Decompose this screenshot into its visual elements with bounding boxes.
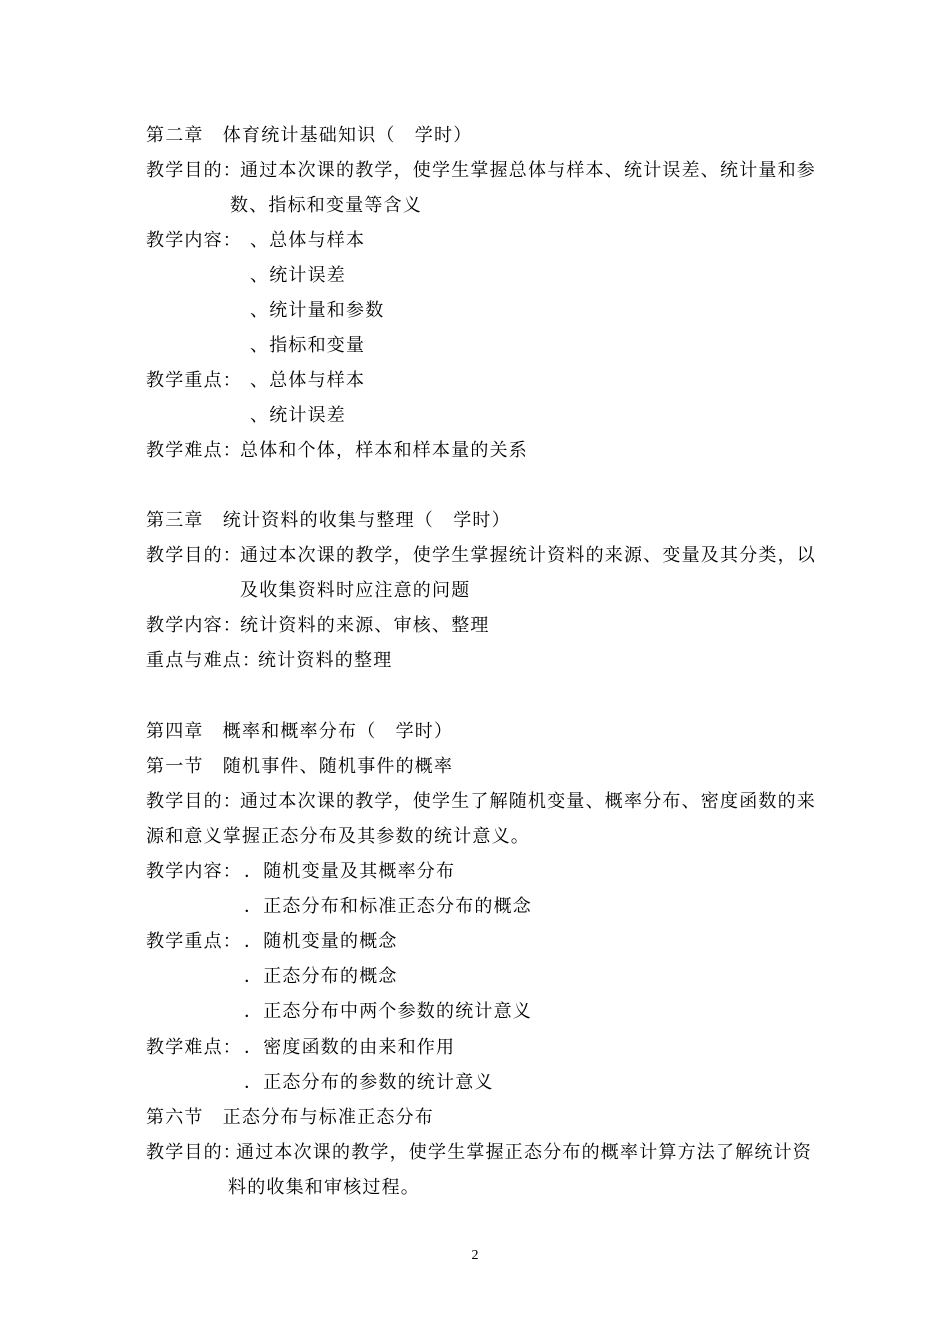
s6-aim-label: 教学目的： — [146, 1142, 242, 1163]
ch3-aim-text-2: 及收集资料时应注意的问题 — [240, 580, 471, 601]
ch4-aim-text-1: 通过本次课的教学，使学生了解随机变量、概率分布、密度函数的来 — [240, 791, 816, 812]
ch2-content-item: 、统计误差 — [250, 265, 346, 286]
ch2-content-item: 、指标和变量 — [250, 335, 366, 356]
ch3-aim-label: 教学目的： — [146, 545, 242, 566]
ch2-key-item: 、总体与样本 — [250, 370, 366, 391]
s6-aim-text-1: 通过本次课的教学，使学生掌握正态分布的概率计算方法了解统计资 — [236, 1142, 812, 1163]
ch4-content-label: 教学内容： — [146, 861, 242, 882]
ch2-content-item: 、统计量和参数 — [250, 300, 385, 321]
ch3-content-text: 统计资料的来源、审核、整理 — [240, 615, 490, 636]
ch4-content-item: ．随机变量及其概率分布 — [244, 861, 456, 882]
ch3-aim-text-1: 通过本次课的教学，使学生掌握统计资料的来源、变量及其分类，以 — [240, 545, 816, 566]
ch4-difficulty-item: ．密度函数的由来和作用 — [244, 1037, 456, 1058]
ch3-key-difficulty-text: 统计资料的整理 — [258, 650, 393, 671]
ch2-content-item: 、总体与样本 — [250, 230, 366, 251]
ch2-key-item: 、统计误差 — [250, 405, 346, 426]
chapter-3-title: 第三章 统计资料的收集与整理（ 学时） — [146, 510, 511, 531]
ch3-key-difficulty-label: 重点与难点： — [146, 650, 262, 671]
ch4-key-label: 教学重点： — [146, 931, 242, 952]
chapter-4-title: 第四章 概率和概率分布（ 学时） — [146, 721, 454, 742]
page-number: 2 — [471, 1248, 479, 1263]
s6-aim-text-2: 料的收集和审核过程。 — [228, 1177, 420, 1198]
chapter-2-title: 第二章 体育统计基础知识（ 学时） — [146, 125, 473, 146]
ch2-difficulty-label: 教学难点： — [146, 440, 242, 461]
ch2-content-label: 教学内容： — [146, 230, 242, 251]
ch2-aim-text-2: 数、指标和变量等含义 — [230, 195, 422, 216]
section-1-title: 第一节 随机事件、随机事件的概率 — [146, 756, 454, 777]
ch2-aim-text-1: 通过本次课的教学，使学生掌握总体与样本、统计误差、统计量和参 — [240, 160, 816, 181]
ch4-difficulty-item: ．正态分布的参数的统计意义 — [244, 1072, 494, 1093]
ch2-aim-label: 教学目的： — [146, 160, 242, 181]
ch2-key-label: 教学重点： — [146, 370, 242, 391]
ch3-content-label: 教学内容： — [146, 615, 242, 636]
ch4-aim-text-2: 源和意义掌握正态分布及其参数的统计意义。 — [146, 826, 530, 847]
ch4-key-item: ．随机变量的概念 — [244, 931, 398, 952]
section-6-title: 第六节 正态分布与标准正态分布 — [146, 1107, 434, 1128]
ch4-difficulty-label: 教学难点： — [146, 1037, 242, 1058]
ch4-key-item: ．正态分布中两个参数的统计意义 — [244, 1001, 532, 1022]
ch2-difficulty-text: 总体和个体，样本和样本量的关系 — [240, 440, 528, 461]
ch4-content-item: ．正态分布和标准正态分布的概念 — [244, 896, 532, 917]
ch4-key-item: ．正态分布的概念 — [244, 966, 398, 987]
ch4-aim-label: 教学目的： — [146, 791, 242, 812]
